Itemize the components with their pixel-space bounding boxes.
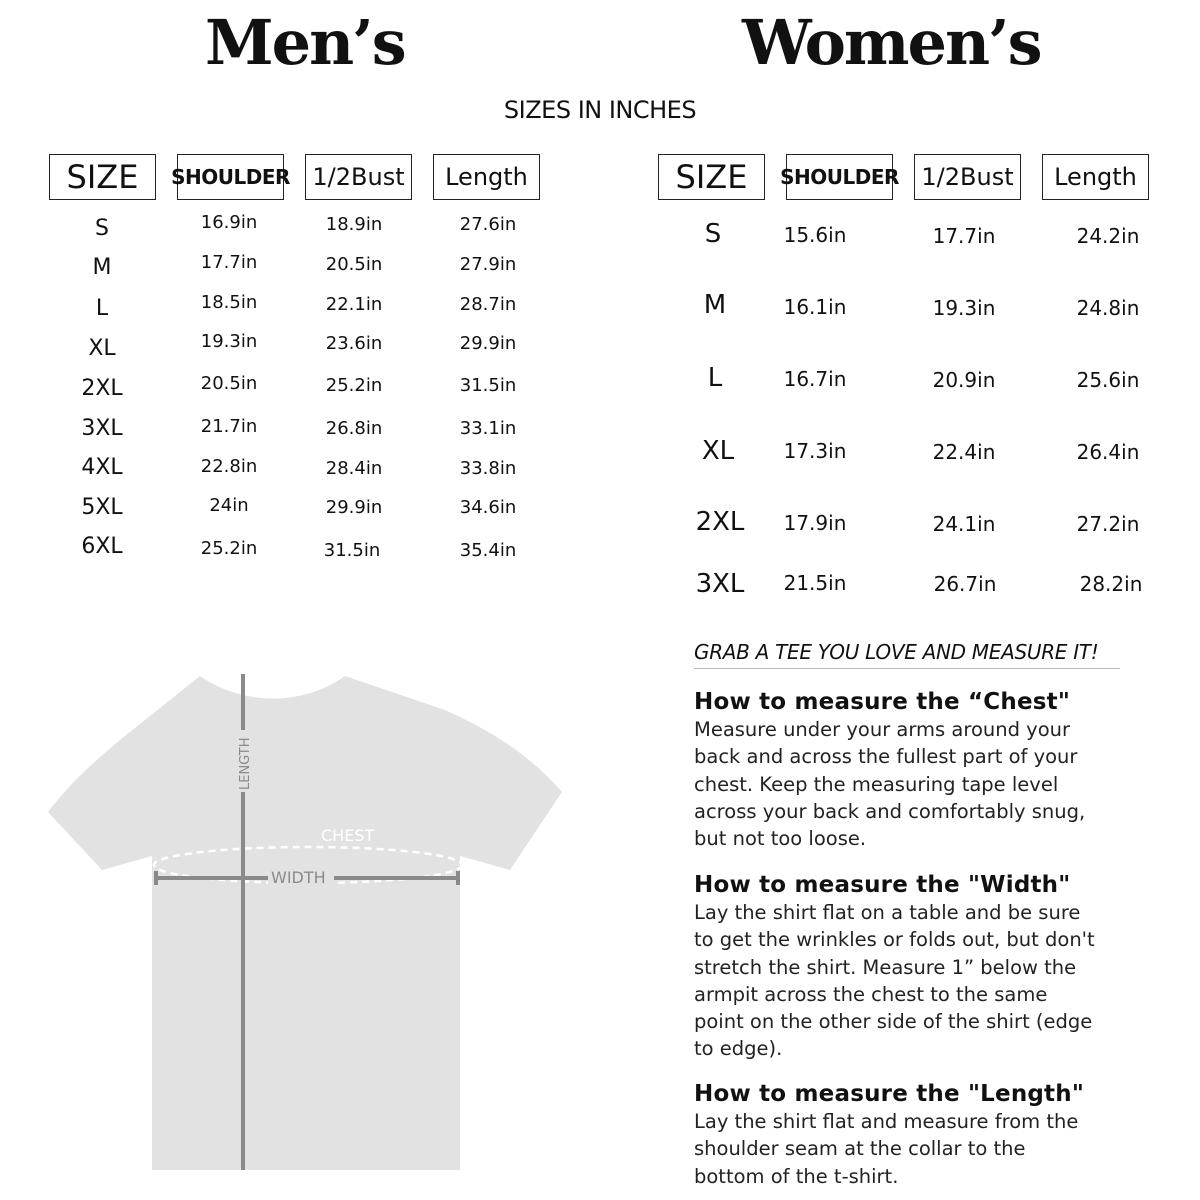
length-guide-title: How to measure the "Length" (694, 1081, 1085, 1107)
womens-shoulder-cell: 21.5in (783, 571, 847, 595)
mens-size-cell: 5XL (81, 495, 123, 520)
mens-size-cell: 3XL (81, 416, 123, 441)
womens-header-shoulder: SHOULDER (786, 154, 893, 200)
womens-header-length: Length (1042, 154, 1149, 200)
mens-size-cell: M (92, 255, 112, 280)
womens-length-cell: 26.4in (1076, 440, 1140, 464)
womens-size-cell: 2XL (695, 507, 745, 537)
mens-size-cell: L (95, 296, 109, 321)
mens-header-shoulder: SHOULDER (177, 154, 284, 200)
mens-bust-cell: 26.8in (325, 418, 383, 439)
mens-size-cell: 2XL (81, 376, 123, 401)
length-label: LENGTH (238, 737, 253, 790)
width-label: WIDTH (271, 868, 326, 887)
mens-length-cell: 27.6in (459, 214, 517, 235)
womens-length-cell: 24.2in (1076, 224, 1140, 248)
mens-shoulder-cell: 24in (209, 495, 249, 516)
mens-length-cell: 28.7in (459, 294, 517, 315)
length-guide-section (694, 1080, 1134, 1190)
width-guide-title: How to measure the "Width" (694, 872, 1071, 898)
womens-title: Women’s (742, 6, 1041, 79)
womens-size-cell: M (703, 290, 727, 320)
womens-bust-cell: 26.7in (933, 572, 997, 596)
sizes-in-inches-subtitle: SIZES IN INCHES (503, 96, 697, 124)
mens-shoulder-cell: 19.3in (200, 331, 258, 352)
mens-bust-cell: 22.1in (325, 294, 383, 315)
womens-length-cell: 24.8in (1076, 296, 1140, 320)
womens-size-cell: XL (701, 436, 735, 466)
mens-size-cell: 4XL (81, 455, 123, 480)
womens-shoulder-cell: 16.7in (783, 367, 847, 391)
mens-bust-cell: 29.9in (325, 497, 383, 518)
chest-guide-text: Measure under your arms around your back and across the fullest part of your chest. Keep the measuring tape level across your back and comfortably snug, but not too loose. (694, 718, 1086, 851)
mens-title: Men’s (205, 6, 405, 79)
mens-bust-cell: 20.5in (325, 254, 383, 275)
mens-size-cell: 6XL (81, 534, 123, 559)
mens-length-cell: 29.9in (459, 333, 517, 354)
mens-length-cell: 35.4in (459, 540, 517, 561)
mens-length-cell: 31.5in (459, 375, 517, 396)
tshirt-shape (48, 676, 562, 1170)
mens-length-cell: 34.6in (459, 497, 517, 518)
mens-length-cell: 33.1in (459, 418, 517, 439)
womens-bust-cell: 22.4in (932, 440, 996, 464)
womens-length-cell: 28.2in (1079, 572, 1143, 596)
mens-length-cell: 27.9in (459, 254, 517, 275)
mens-length-cell: 33.8in (459, 458, 517, 479)
chest-guide-title: How to measure the “Chest" (694, 689, 1071, 715)
mens-shoulder-cell: 18.5in (200, 292, 258, 313)
width-guide-section (694, 871, 1134, 1063)
mens-shoulder-cell: 22.8in (200, 456, 258, 477)
womens-size-cell: L (707, 363, 723, 393)
womens-header-size: SIZE (658, 154, 765, 200)
mens-bust-cell: 18.9in (325, 214, 383, 235)
womens-bust-cell: 19.3in (932, 296, 996, 320)
mens-size-cell: S (95, 216, 109, 241)
mens-header-bust: 1/2Bust (305, 154, 412, 200)
mens-shoulder-cell: 16.9in (200, 212, 258, 233)
mens-size-cell: XL (88, 336, 116, 361)
tshirt-measurement-diagram (40, 660, 570, 1170)
womens-bust-cell: 24.1in (932, 512, 996, 536)
womens-header-bust: 1/2Bust (914, 154, 1021, 200)
womens-bust-cell: 20.9in (932, 368, 996, 392)
mens-shoulder-cell: 17.7in (200, 252, 258, 273)
chest-guide-section (694, 688, 1134, 852)
mens-bust-cell: 31.5in (323, 540, 381, 561)
womens-bust-cell: 17.7in (932, 224, 996, 248)
mens-bust-cell: 23.6in (325, 333, 383, 354)
womens-shoulder-cell: 15.6in (783, 223, 847, 247)
chest-label: CHEST (321, 826, 375, 845)
mens-bust-cell: 25.2in (325, 375, 383, 396)
womens-shoulder-cell: 17.9in (783, 511, 847, 535)
womens-shoulder-cell: 16.1in (783, 295, 847, 319)
womens-length-cell: 25.6in (1076, 368, 1140, 392)
womens-size-cell: S (704, 219, 722, 249)
womens-size-cell: 3XL (695, 569, 745, 599)
womens-length-cell: 27.2in (1076, 512, 1140, 536)
width-guide-text: Lay the shirt flat on a table and be sure to get the wrinkles or folds out, but don't stretch the shirt. Measure 1” below the armpit across the chest to the same point on the other side of the shirt (edge to edge). (694, 901, 1095, 1061)
womens-shoulder-cell: 17.3in (783, 439, 847, 463)
grab-a-tee-tagline: GRAB A TEE YOU LOVE AND MEASURE IT! (694, 640, 1120, 669)
mens-bust-cell: 28.4in (325, 458, 383, 479)
mens-shoulder-cell: 20.5in (200, 373, 258, 394)
length-guide-text: Lay the shirt flat and measure from the shoulder seam at the collar to the bottom of the t-shirt. (694, 1110, 1079, 1188)
mens-shoulder-cell: 25.2in (200, 538, 258, 559)
mens-header-length: Length (433, 154, 540, 200)
mens-header-size: SIZE (49, 154, 156, 200)
mens-shoulder-cell: 21.7in (200, 416, 258, 437)
